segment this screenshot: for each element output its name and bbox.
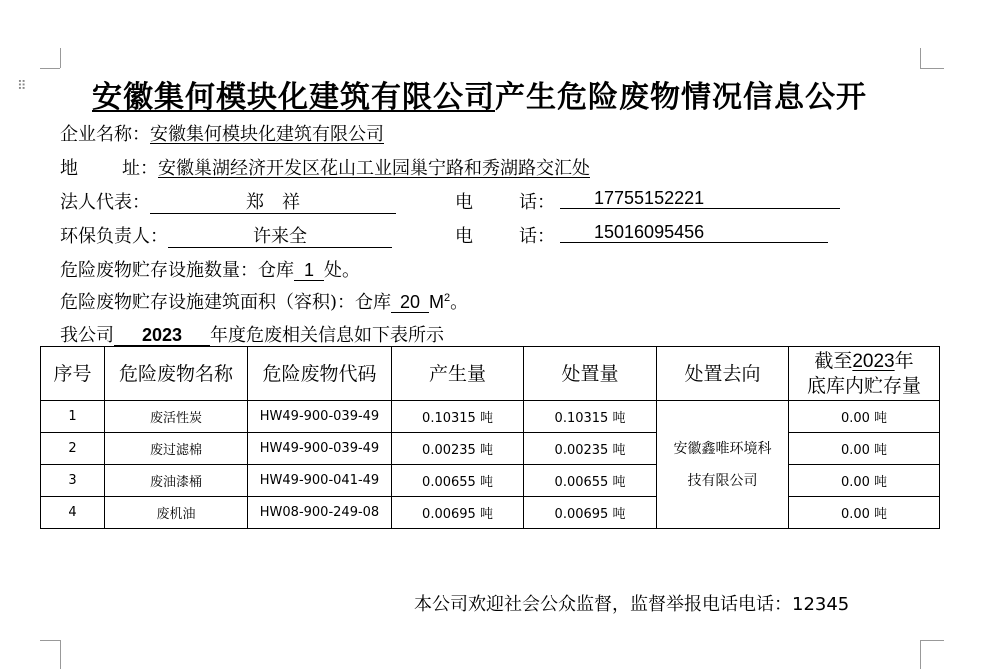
table-row (41, 497, 940, 529)
crop-mark-bottom-right (920, 640, 944, 641)
table-row (41, 465, 940, 497)
storage-count-suffix: 处。 (324, 260, 360, 281)
header-disposed: 处置量 (524, 347, 657, 401)
header-destination: 处置去向 (657, 347, 789, 401)
header-stock-year: 2023 (852, 351, 895, 372)
cell-destination: 安徽鑫唯环境科 技有限公司 (657, 401, 789, 529)
header-code: 危险废物代码 (248, 347, 392, 401)
storage-area-prefix: 危险废物贮存设施建筑面积（容积)：仓库 (60, 292, 392, 313)
crop-mark-top-right (920, 48, 921, 68)
drag-handle-icon[interactable]: ⠿ (17, 79, 28, 94)
footer-notice: 本公司欢迎社会公众监督，监督举报电话电话：12345 (414, 594, 850, 615)
address-line (60, 154, 590, 180)
storage-area-unit-sup: 2 (444, 292, 451, 304)
cell-name: 废油漆桶 (105, 465, 248, 497)
cell-no: 2 (41, 433, 105, 465)
crop-mark-top-left (40, 68, 60, 69)
storage-area-value: 20 (391, 292, 429, 313)
cell-name: 废过滤棉 (105, 433, 248, 465)
storage-area-unit: M (429, 292, 445, 312)
cell-produced: 0.10315 吨 (392, 401, 524, 433)
cell-produced: 0.00235 吨 (392, 433, 524, 465)
cell-code: HW08-900-249-08 (248, 497, 392, 529)
cell-no: 4 (41, 497, 105, 529)
storage-area-line (60, 288, 468, 314)
header-no: 序号 (41, 347, 105, 401)
storage-count-value: 1 (294, 260, 324, 281)
cell-produced: 0.00695 吨 (392, 497, 524, 529)
crop-mark-bottom-right (920, 640, 921, 669)
company-line (60, 120, 384, 146)
legal-rep-line (60, 188, 396, 214)
cell-no: 1 (41, 401, 105, 433)
cell-code: HW49-900-039-49 (248, 433, 392, 465)
intro-line (60, 321, 444, 347)
cell-no: 3 (41, 465, 105, 497)
title-subject: 产生危险废物情况信息公开 (495, 80, 867, 115)
cell-stock: 0.00 吨 (789, 497, 940, 529)
env-rep-phone-line (560, 222, 828, 243)
storage-area-suffix: 。 (450, 292, 469, 313)
legal-rep-phone: 17755152221 (560, 188, 840, 209)
cell-disposed: 0.00235 吨 (524, 433, 657, 465)
legal-rep-phone-label: 电 话： (455, 192, 555, 213)
address-label-1: 地 (60, 158, 78, 179)
cell-code: HW49-900-041-49 (248, 465, 392, 497)
address-value: 安徽巢湖经济开发区花山工业园巢宁路和秀湖路交汇处 (158, 158, 590, 179)
crop-mark-bottom-left (40, 640, 60, 641)
crop-mark-top-right (920, 68, 944, 69)
hazardous-waste-table (40, 346, 940, 529)
cell-disposed: 0.00695 吨 (524, 497, 657, 529)
env-rep-line (60, 222, 392, 248)
cell-stock: 0.00 吨 (789, 401, 940, 433)
crop-mark-top-left (60, 48, 61, 68)
intro-year: 2023 (114, 325, 210, 346)
cell-disposed: 0.10315 吨 (524, 401, 657, 433)
address-label-2: 址： (122, 158, 158, 179)
table-row (41, 401, 940, 433)
document-title (92, 72, 867, 116)
cell-produced: 0.00655 吨 (392, 465, 524, 497)
storage-count-line (60, 256, 360, 282)
legal-rep-label: 法人代表： (60, 192, 150, 213)
legal-rep-value: 郑 祥 (150, 193, 396, 214)
cell-stock: 0.00 吨 (789, 433, 940, 465)
cell-name: 废活性炭 (105, 401, 248, 433)
table-row (41, 433, 940, 465)
intro-suffix: 年度危废相关信息如下表所示 (210, 325, 444, 346)
env-rep-phone: 15016095456 (560, 222, 828, 243)
cell-code: HW49-900-039-49 (248, 401, 392, 433)
header-produced: 产生量 (392, 347, 524, 401)
company-value: 安徽集何模块化建筑有限公司 (150, 124, 384, 145)
env-rep-phone-label: 电 话： (455, 226, 555, 247)
header-stock: 截至2023年 底库内贮存量 (789, 347, 940, 401)
title-company: 安徽集何模块化建筑有限公司 (92, 80, 495, 115)
company-label: 企业名称： (60, 124, 150, 145)
env-rep-value: 许来全 (168, 227, 392, 248)
cell-disposed: 0.00655 吨 (524, 465, 657, 497)
cell-stock: 0.00 吨 (789, 465, 940, 497)
intro-prefix: 我公司 (60, 325, 114, 346)
env-rep-label: 环保负责人： (60, 226, 168, 247)
storage-count-prefix: 危险废物贮存设施数量：仓库 (60, 260, 294, 281)
crop-mark-bottom-left (60, 640, 61, 669)
table-header-row (41, 347, 940, 401)
legal-rep-phone-line (560, 188, 840, 209)
cell-name: 废机油 (105, 497, 248, 529)
header-name: 危险废物名称 (105, 347, 248, 401)
